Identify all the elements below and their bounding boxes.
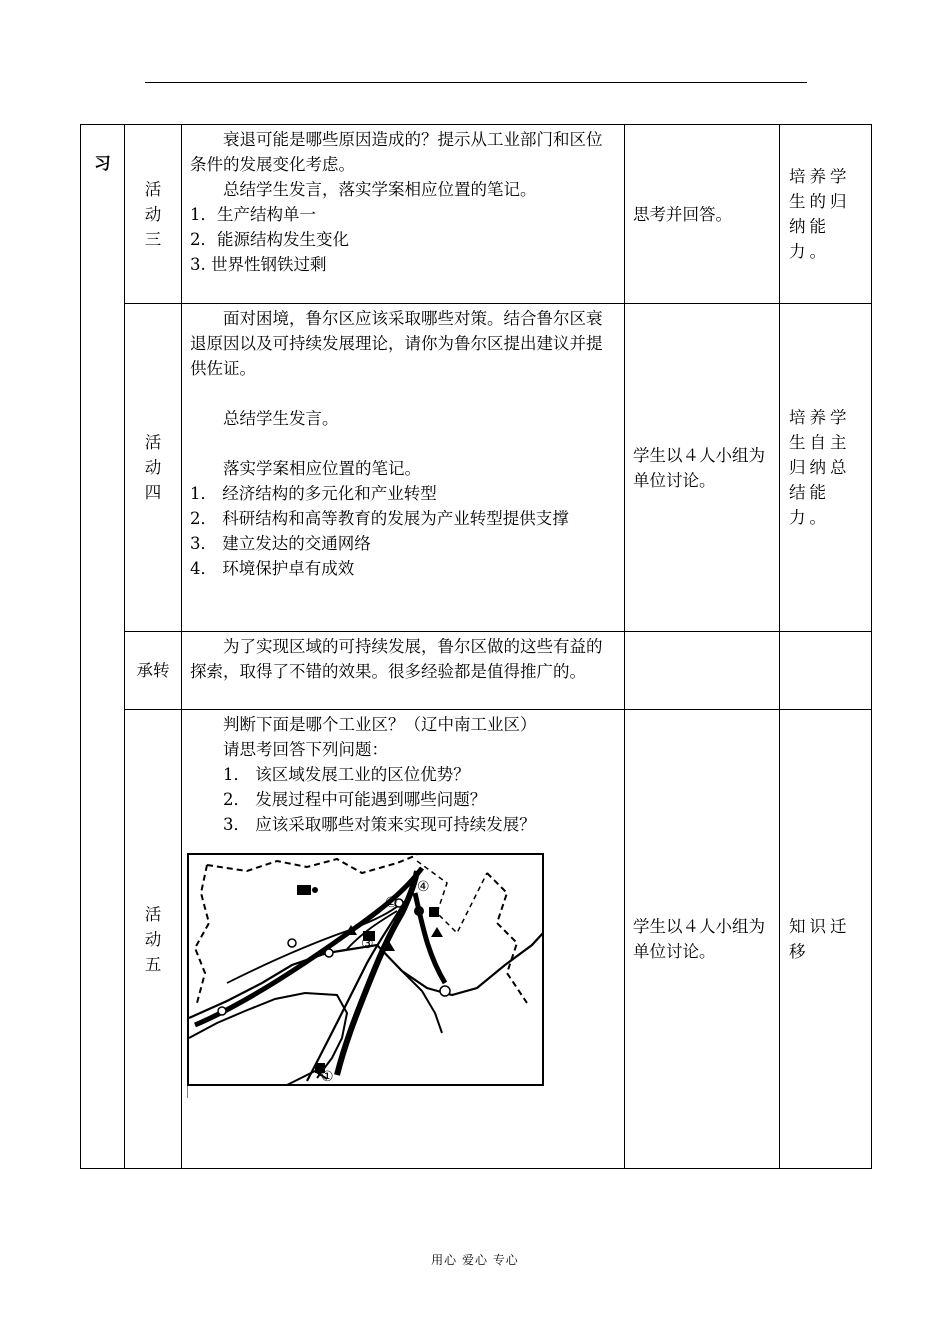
map-label-2: ② [385, 895, 398, 911]
student-activity-cell [625, 125, 780, 304]
student-activity-line: 单位讨论。 [633, 470, 716, 490]
teacher-activity-cell [182, 632, 625, 710]
map-label-1: ① [321, 1069, 334, 1085]
teacher-note: 落实学案相应位置的笔记。 [223, 459, 421, 478]
map-label-3: ③ [361, 936, 374, 952]
activity-cell [125, 304, 182, 632]
activity-label: 活动四 [144, 433, 162, 502]
teacher-activity-cell [182, 710, 625, 1169]
list-item: 3． 应该采取哪些对策来实现可持续发展？ [223, 815, 536, 834]
student-activity-cell [625, 632, 780, 710]
table-row-activity-5 [81, 710, 872, 1169]
activity-cell [125, 710, 182, 1169]
stage-cell [81, 125, 125, 1169]
teacher-question: 判断下面是哪个工业区？（辽中南工业区） [223, 715, 537, 734]
teacher-question: 面对困境，鲁尔区应该采取哪些对策。结合鲁尔区衰退原因以及可持续发展理论，请你为鲁尔区提出建议并提供佐证。 [190, 309, 603, 378]
page-footer: 用心 爱心 专心 [431, 1253, 519, 1267]
table-row-activity-4 [81, 304, 872, 632]
student-activity-line: 学生以４人小组为 [633, 445, 765, 465]
header-rule [145, 82, 807, 83]
teacher-activity-cell [182, 125, 625, 304]
industrial-region-map [187, 853, 545, 1098]
student-activity-line: 单位讨论。 [633, 942, 716, 961]
student-activity-text: 思考并回答。 [633, 204, 732, 224]
list-item: 3. 世界性钢铁过剩 [190, 255, 327, 274]
activity-label: 承转 [136, 661, 170, 680]
goal-cell [780, 632, 872, 710]
list-item: 2． 科研结构和高等教育的发展为产业转型提供支撑 [190, 509, 569, 528]
list-item: 1． 经济结构的多元化和产业转型 [190, 484, 437, 503]
teacher-question: 衰退可能是哪些原因造成的？提示从工业部门和区位条件的发展变化考虑。 [190, 130, 603, 174]
stage-label: 习 [94, 154, 111, 173]
teacher-summary: 总结学生发言，落实学案相应位置的笔记。 [223, 180, 537, 199]
student-activity-line: 学生以４人小组为 [633, 917, 765, 936]
goal-cell [780, 710, 872, 1169]
activity-label: 活动五 [144, 904, 162, 974]
activity-label: 活动三 [144, 179, 162, 249]
list-item: 4． 环境保护卓有成效 [190, 559, 355, 578]
goal-text: 知识迁移 [789, 917, 851, 961]
goal-cell [780, 125, 872, 304]
goal-text: 培养学生自主归纳总结能力。 [789, 408, 851, 527]
goal-text: 培养学生的归纳能力。 [789, 167, 851, 261]
list-item: 1．生产结构单一 [190, 205, 316, 224]
list-item: 3． 建立发达的交通网络 [190, 534, 371, 553]
table-row-transition [81, 632, 872, 710]
activity-cell [125, 632, 182, 710]
list-item: 2． 发展过程中可能遇到哪些问题？ [223, 790, 487, 809]
list-item: 1． 该区域发展工业的区位优势？ [223, 765, 470, 784]
student-activity-cell [625, 304, 780, 632]
activity-cell [125, 125, 182, 304]
student-activity-cell [625, 710, 780, 1169]
teacher-activity-cell [182, 304, 625, 632]
goal-cell [780, 304, 872, 632]
table-row-activity-3 [81, 125, 872, 304]
map-label-4: ④ [417, 879, 430, 895]
teacher-transition-text: 为了实现区域的可持续发展，鲁尔区做的这些有益的探索，取得了不错的效果。很多经验都是值得推广的。 [190, 637, 603, 681]
list-item: 2．能源结构发生变化 [190, 230, 349, 249]
teacher-summary: 总结学生发言。 [223, 409, 339, 428]
lesson-plan-table [80, 124, 872, 1169]
teacher-prompt: 请思考回答下列问题： [223, 740, 388, 759]
